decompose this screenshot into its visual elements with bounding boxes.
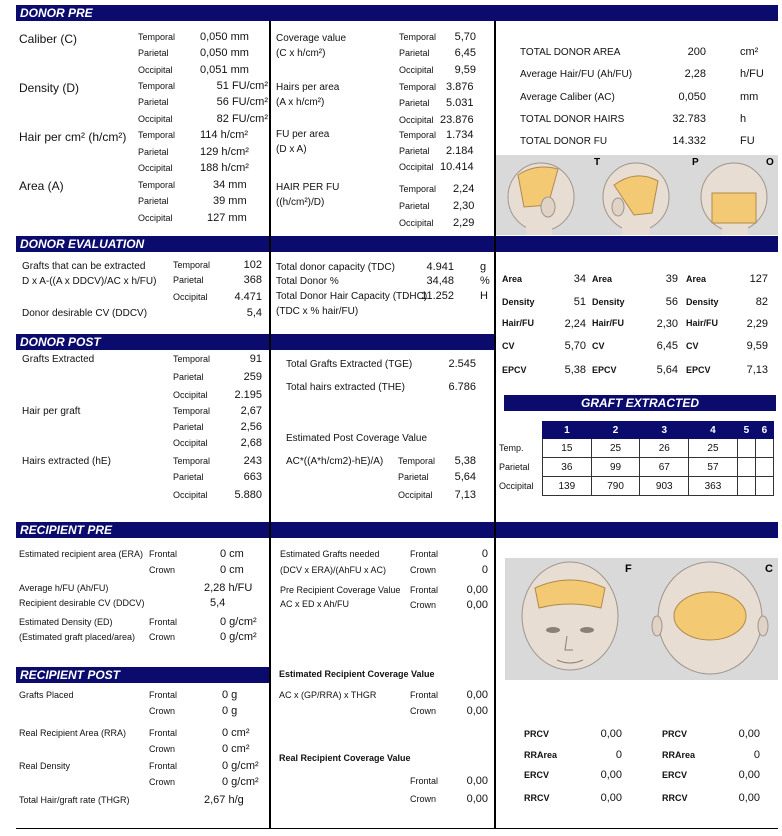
zone-label: Occipital [138, 213, 173, 223]
density-value: 51 FU/cm² [216, 80, 268, 92]
graft-cell: 790 [591, 477, 640, 496]
zone-label: Crown [410, 794, 437, 804]
rra-label: Real Recipient Area (RRA) [19, 728, 127, 738]
hair-per-cm-label: Hair per cm² (h/cm²) [19, 130, 127, 144]
hairs-area-label: Hairs per area [276, 82, 340, 93]
rs-label: RRArea [524, 750, 558, 760]
donor-post-header: DONOR POST [16, 334, 494, 350]
donor-evaluation-header: DONOR EVALUATION [16, 236, 494, 252]
summary-label: CV [502, 341, 515, 351]
donor-pre-header: DONOR PRE [16, 5, 778, 21]
total-donor-fu-unit: FU [740, 135, 755, 147]
zone-label: Occipital [138, 163, 173, 173]
graft-cell: 99 [591, 458, 640, 477]
hair-fu-value: 2,29 [453, 217, 475, 229]
graft-cell: 67 [640, 458, 689, 477]
zone-label: Frontal [410, 776, 439, 786]
tdc-pct-value: 34,48 [426, 275, 454, 287]
graft-cell [737, 439, 755, 458]
zone-label: Crown [410, 706, 437, 716]
zone-label: Temporal [138, 32, 176, 42]
zone-label: Temporal [173, 260, 211, 270]
rs-label: ERCV [662, 770, 688, 780]
density-value: 82 FU/cm² [216, 113, 268, 125]
hairs-extracted-value: 663 [243, 471, 262, 483]
density-label: Density (D) [19, 81, 80, 95]
grafts-extractable-value: 368 [243, 274, 262, 286]
head-crown-icon [652, 562, 768, 674]
area-value: 127 mm [207, 212, 247, 224]
rs-frontal-value: 0,00 [600, 769, 622, 781]
real-density-value: 0 g/cm² [222, 760, 259, 772]
zone-label: Parietal [173, 472, 204, 482]
zone-label: Parietal [138, 48, 169, 58]
hair-fu-formula: ((h/cm²)/D) [276, 197, 325, 208]
donor-eval-right-strip [496, 236, 778, 252]
prcv-formula: AC x ED x Ah/FU [280, 599, 350, 609]
head-label-c: C [765, 563, 773, 575]
summary-label: Hair/FU [686, 318, 719, 328]
zone-label: Occipital [173, 438, 208, 448]
ercv-value: 0,00 [466, 689, 488, 701]
hair-per-cm-value: 129 h/cm² [200, 146, 249, 158]
zone-label: Temporal [399, 184, 437, 194]
zone-label: Frontal [149, 690, 178, 700]
epcv-formula: AC*((A*h/cm2)-hE)/A) [286, 456, 384, 467]
grafts-extracted-label: Grafts Extracted [22, 354, 95, 365]
rra-value: 0 cm² [222, 727, 250, 739]
egn-formula: (DCV x ERA)/(AhFU x AC) [280, 565, 387, 575]
era-label: Estimated recipient area (ERA) [19, 549, 144, 559]
grafts-extractable-value: 102 [243, 259, 262, 271]
zone-label: Occipital [138, 65, 173, 75]
ed-formula: (Estimated graft placed/area) [19, 632, 136, 642]
fu-area-value: 10.414 [440, 161, 474, 173]
grafts-extracted-value: 259 [243, 371, 262, 383]
total-donor-fu-value: 14.332 [672, 135, 706, 147]
real-density-value: 0 g/cm² [222, 776, 259, 788]
coverage-value: 5,70 [454, 31, 476, 43]
area-label: Area (A) [19, 179, 64, 193]
zone-label: Crown [149, 777, 176, 787]
caliber-label: Caliber (C) [19, 32, 78, 46]
epcv-value: 7,13 [454, 489, 476, 501]
summary-label: Hair/FU [502, 318, 535, 328]
graft-cell: 36 [543, 458, 592, 477]
hair-per-graft-value: 2,68 [240, 437, 262, 449]
zone-label: Temporal [173, 354, 211, 364]
hair-fu-value: 2,30 [453, 200, 475, 212]
graft-row-label: Occipital [499, 481, 534, 491]
thgr-value: 2,67 h/g [204, 794, 244, 806]
era-value: 0 cm [220, 548, 244, 560]
density-value: 56 FU/cm² [216, 96, 268, 108]
total-donor-hairs-unit: h [740, 113, 747, 125]
hair-per-cm-value: 114 h/cm² [200, 129, 249, 141]
avg-caliber-value: 0,050 [678, 91, 706, 103]
hairs-area-value: 3.876 [446, 81, 474, 93]
zone-label: Occipital [173, 490, 208, 500]
grafts-extractable-label: Grafts that can be extracted [22, 261, 146, 272]
summary-label: EPCV [502, 365, 527, 375]
grafts-extractable-formula: D x A-((A x DDCV)/AC x h/FU) [22, 276, 157, 287]
graft-col-header: 2 [591, 422, 640, 439]
prcv-value: 0,00 [466, 599, 488, 611]
zone-label: Occipital [173, 390, 208, 400]
zone-label: Crown [410, 600, 437, 610]
avg-hair-fu-unit: h/FU [740, 68, 764, 80]
coverage-formula: (C x h/cm²) [276, 48, 326, 59]
tdc-pct-unit: % [480, 275, 490, 287]
coverage-value: 9,59 [454, 64, 476, 76]
summary-label: Area [686, 274, 707, 284]
tge-label: Total Grafts Extracted (TGE) [286, 359, 413, 370]
zone-label: Temporal [398, 456, 436, 466]
bottom-rule [16, 828, 778, 829]
rs-label: RRCV [662, 793, 688, 803]
the-value: 6.786 [448, 381, 476, 393]
prcv-value: 0,00 [466, 584, 488, 596]
divider-left [269, 21, 271, 828]
graft-col-header: 4 [689, 422, 738, 439]
rs-crown-value: 0,00 [738, 728, 760, 740]
avg-caliber-unit: mm [740, 91, 759, 103]
recipient-head-panel [505, 558, 778, 680]
area-value: 34 mm [213, 179, 247, 191]
rs-crown-value: 0,00 [738, 769, 760, 781]
summary-label: CV [592, 341, 605, 351]
hairs-extracted-value: 5.880 [234, 489, 262, 501]
summary-occipital-value: 127 [749, 273, 768, 285]
zone-label: Parietal [173, 422, 204, 432]
hairs-area-value: 23.876 [440, 114, 474, 126]
thgr-label: Total Hair/graft rate (THGR) [19, 795, 130, 805]
hair-fu-value: 2,24 [453, 183, 475, 195]
area-value: 39 mm [213, 195, 247, 207]
zone-label: Occipital [173, 292, 208, 302]
summary-temporal-value: 5,70 [564, 340, 586, 352]
zone-label: Parietal [173, 372, 204, 382]
graft-cell: 26 [640, 439, 689, 458]
zone-label: Frontal [149, 728, 178, 738]
zone-label: Occipital [399, 65, 434, 75]
zone-label: Parietal [399, 48, 430, 58]
hair-fu-label: HAIR PER FU [276, 182, 340, 193]
hairs-extracted-label: Hairs extracted (hE) [22, 456, 111, 467]
caliber-value: 0,050 mm [200, 47, 249, 59]
zone-label: Parietal [398, 472, 429, 482]
zone-label: Crown [149, 565, 176, 575]
grafts-placed-value: 0 g [222, 705, 238, 717]
recipient-ddcv-value: 5,4 [210, 597, 226, 609]
graft-cell [755, 439, 773, 458]
rs-label: RRCV [524, 793, 550, 803]
hairs-area-value: 5.031 [446, 97, 474, 109]
graft-col-header: 1 [543, 422, 592, 439]
zone-label: Frontal [410, 549, 439, 559]
hairs-extracted-value: 243 [243, 455, 262, 467]
zone-label: Parietal [138, 147, 169, 157]
zone-label: Temporal [173, 406, 211, 416]
summary-parietal-value: 2,30 [656, 318, 678, 330]
zone-label: Crown [149, 632, 176, 642]
summary-occipital-value: 9,59 [746, 340, 768, 352]
ercv-title: Estimated Recipient Coverage Value [279, 669, 435, 679]
tdc-pct-label: Total Donor % [276, 276, 339, 287]
epcv-label: Estimated Post Coverage Value [286, 433, 428, 444]
hairs-area-formula: (A x h/cm²) [276, 97, 325, 108]
zone-label: Frontal [149, 761, 178, 771]
zone-label: Occipital [398, 490, 433, 500]
ed-label: Estimated Density (ED) [19, 617, 113, 627]
rs-label: RRArea [662, 750, 696, 760]
head-frontal-icon [522, 562, 618, 670]
caliber-value: 0,050 mm [200, 31, 249, 43]
recipient-ahfu-label: Average h/FU (Ah/FU) [19, 583, 109, 593]
divider-right [494, 21, 496, 828]
zone-label: Occipital [138, 114, 173, 124]
tdhc-formula: (TDC x % hair/FU) [276, 306, 359, 317]
zone-label: Frontal [149, 617, 178, 627]
tdhc-unit: H [480, 290, 488, 302]
head-label-f: F [625, 563, 632, 575]
summary-occipital-value: 2,29 [746, 318, 768, 330]
tge-value: 2.545 [448, 358, 476, 370]
total-donor-hairs-label: TOTAL DONOR HAIRS [520, 114, 625, 125]
zone-label: Frontal [410, 585, 439, 595]
zone-label: Occipital [399, 162, 434, 172]
table-row [543, 439, 774, 458]
zone-label: Frontal [149, 549, 178, 559]
zone-label: Occipital [399, 115, 434, 125]
rs-crown-value: 0,00 [738, 792, 760, 804]
rs-label: PRCV [662, 729, 688, 739]
zone-label: Temporal [138, 81, 176, 91]
graft-cell: 363 [689, 477, 738, 496]
egn-value: 0 [481, 548, 488, 560]
hair-per-graft-label: Hair per graft [22, 406, 81, 417]
graft-cell: 57 [689, 458, 738, 477]
fu-area-value: 1.734 [446, 129, 474, 141]
recipient-post-header: RECIPIENT POST [16, 667, 270, 683]
fu-area-value: 2.184 [446, 145, 474, 157]
grafts-extracted-value: 91 [249, 353, 262, 365]
summary-label: EPCV [686, 365, 711, 375]
summary-label: EPCV [592, 365, 617, 375]
coverage-label: Coverage value [276, 33, 347, 44]
rs-frontal-value: 0 [615, 749, 622, 761]
graft-cell: 25 [591, 439, 640, 458]
caliber-value: 0,051 mm [200, 64, 249, 76]
graft-col-header: 5 [737, 422, 755, 439]
tdc-label: Total donor capacity (TDC) [276, 262, 395, 273]
rrcv-value: 0,00 [466, 793, 488, 805]
rs-frontal-value: 0,00 [600, 728, 622, 740]
zone-label: Parietal [173, 275, 204, 285]
total-donor-hairs-value: 32.783 [672, 113, 706, 125]
avg-hair-fu-label: Average Hair/FU (Ah/FU) [520, 69, 633, 80]
total-donor-fu-label: TOTAL DONOR FU [520, 136, 608, 147]
grafts-extracted-value: 2.195 [234, 389, 262, 401]
table-row [543, 458, 774, 477]
graft-col-header: 6 [755, 422, 773, 439]
graft-cell: 25 [689, 439, 738, 458]
fu-area-formula: (D x A) [276, 144, 307, 155]
graft-cell: 139 [543, 477, 592, 496]
summary-temporal-value: 2,24 [564, 318, 586, 330]
ed-value: 0 g/cm² [220, 631, 257, 643]
zone-label: Frontal [410, 690, 439, 700]
head-temporal-icon [508, 163, 574, 235]
graft-table-header-row [543, 422, 774, 439]
graft-cell [755, 477, 773, 496]
summary-temporal-value: 34 [573, 273, 586, 285]
summary-label: Density [592, 297, 625, 307]
rrcv-title: Real Recipient Coverage Value [279, 753, 411, 763]
head-label-p: P [692, 157, 699, 168]
epcv-value: 5,64 [454, 471, 476, 483]
zone-label: Parietal [138, 196, 169, 206]
rs-label: PRCV [524, 729, 550, 739]
total-donor-area-value: 200 [687, 46, 706, 58]
zone-label: Parietal [399, 201, 430, 211]
summary-label: CV [686, 341, 699, 351]
recipient-ahfu-value: 2,28 h/FU [204, 582, 253, 594]
zone-label: Temporal [399, 130, 437, 140]
hair-per-cm-value: 188 h/cm² [200, 162, 249, 174]
tdhc-label: Total Donor Hair Capacity (TDHC) [276, 291, 428, 302]
summary-parietal-value: 56 [665, 296, 678, 308]
summary-temporal-value: 51 [573, 296, 586, 308]
head-label-o: O [766, 157, 774, 168]
coverage-value: 6,45 [454, 47, 476, 59]
head-parietal-icon [603, 163, 669, 235]
graft-row-label: Parietal [499, 462, 530, 472]
zone-label: Temporal [399, 82, 437, 92]
graft-cell: 15 [543, 439, 592, 458]
zone-label: Crown [149, 706, 176, 716]
head-label-t: T [594, 157, 601, 168]
prcv-label: Pre Recipient Coverage Value [280, 585, 401, 595]
rs-crown-value: 0 [753, 749, 760, 761]
zone-label: Crown [149, 744, 176, 754]
donor-ddcv-label: Donor desirable CV (DDCV) [22, 308, 148, 319]
summary-parietal-value: 5,64 [656, 364, 678, 376]
hair-per-graft-value: 2,67 [240, 405, 262, 417]
donor-ddcv-value: 5,4 [246, 307, 262, 319]
graft-col-header: 3 [640, 422, 689, 439]
ed-value: 0 g/cm² [220, 616, 257, 628]
graft-cell: 903 [640, 477, 689, 496]
avg-hair-fu-value: 2,28 [684, 68, 706, 80]
zone-label: Temporal [138, 180, 176, 190]
ercv-value: 0,00 [466, 705, 488, 717]
era-value: 0 cm [220, 564, 244, 576]
epcv-value: 5,38 [454, 455, 476, 467]
egn-value: 0 [481, 564, 488, 576]
rs-label: ERCV [524, 770, 550, 780]
recipient-ddcv-label: Recipient desirable CV (DDCV) [19, 598, 145, 608]
graft-extracted-table [542, 421, 774, 496]
the-label: Total hairs extracted (THE) [286, 382, 405, 393]
avg-caliber-label: Average Caliber (AC) [520, 92, 615, 103]
summary-label: Area [502, 274, 523, 284]
grafts-placed-label: Grafts Placed [19, 690, 74, 700]
tdc-value: 4.941 [426, 261, 454, 273]
zone-label: Parietal [399, 146, 430, 156]
graft-cell [737, 458, 755, 477]
head-occipital-icon [701, 163, 767, 235]
grafts-extractable-value: 4.471 [234, 291, 262, 303]
zone-label: Temporal [138, 130, 176, 140]
graft-extracted-header: GRAFT EXTRACTED [504, 395, 776, 411]
summary-occipital-value: 7,13 [746, 364, 768, 376]
summary-label: Area [592, 274, 613, 284]
graft-cell [755, 458, 773, 477]
fu-area-label: FU per area [276, 129, 330, 140]
tdhc-value: 11.252 [421, 290, 454, 302]
real-density-label: Real Density [19, 761, 71, 771]
graft-row-label: Temp. [499, 443, 524, 453]
graft-cell [737, 477, 755, 496]
ercv-formula: AC x (GP/RRA) x THGR [279, 690, 377, 700]
summary-temporal-value: 5,38 [564, 364, 586, 376]
zone-label: Parietal [138, 97, 169, 107]
summary-occipital-value: 82 [755, 296, 768, 308]
head-views-image [496, 155, 778, 235]
donor-head-panel [496, 155, 778, 235]
rra-value: 0 cm² [222, 743, 250, 755]
summary-parietal-value: 39 [665, 273, 678, 285]
rs-frontal-value: 0,00 [600, 792, 622, 804]
total-donor-area-label: TOTAL DONOR AREA [520, 47, 621, 58]
summary-parietal-value: 6,45 [656, 340, 678, 352]
recipient-pre-header: RECIPIENT PRE [16, 522, 778, 538]
zone-label: Occipital [399, 218, 434, 228]
summary-label: Hair/FU [592, 318, 625, 328]
total-donor-area-unit: cm² [740, 46, 759, 58]
recipient-head-image [505, 558, 778, 680]
summary-label: Density [502, 297, 535, 307]
zone-label: Temporal [173, 456, 211, 466]
grafts-placed-value: 0 g [222, 689, 238, 701]
zone-label: Crown [410, 565, 437, 575]
zone-label: Temporal [399, 32, 437, 42]
tdc-unit: g [480, 261, 487, 273]
hair-per-graft-value: 2,56 [240, 421, 262, 433]
zone-label: Parietal [399, 98, 430, 108]
table-row [543, 477, 774, 496]
rrcv-value: 0,00 [466, 775, 488, 787]
summary-label: Density [686, 297, 719, 307]
egn-label: Estimated Grafts needed [280, 549, 380, 559]
